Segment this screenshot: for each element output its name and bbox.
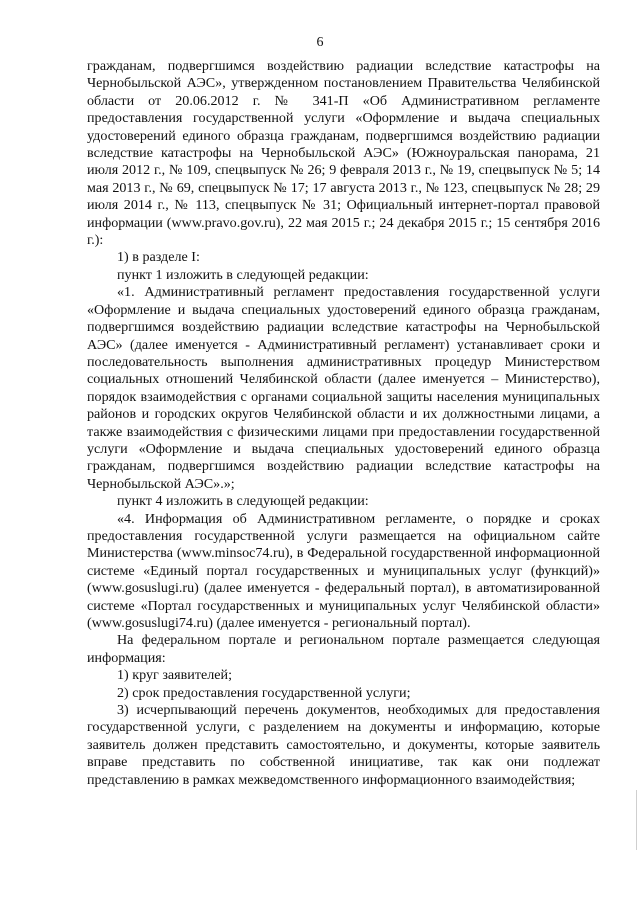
page-number: 6 [316, 35, 324, 50]
paragraph-point-4-intro: пункт 4 изложить в следующей редакции: [117, 493, 369, 510]
paragraph-continuation: гражданам, подвергшимся воздействию радиации вследствие катастрофы на Чернобыльской АЭС», утвержденном постановлением Правительства Челябинской области от 20.06.2012 г. № 341-П «Об Административном регламенте предоставления государственной услуги «Оформление и выдача специальных удостоверений единого образца гражданам, подвергшимся воздействию радиации вследствие катастрофы на Чернобыльской АЭС» (Южноуральская панорама, 21 июля 2012 г., № 109, спецвыпуск № 26; 9 февраля 2013 г., № 19, спецвыпуск № 5; 14 мая 2013 г., № 69, спецвыпуск № 17; 17 августа 2013 г., № 123, спецвыпуск № 28; 29 июля 2014 г., № 113, спецвыпуск № 31; Официальный интернет-портал правовой информации (www.pravo.gov.ru), 22 мая 2015 г.; 24 декабря 2015 г.; 15 сентября 2016 г.): [87, 58, 600, 249]
paragraph-point-1-text: «1. Административный регламент предоставления государственной услуги «Оформление и выдача специальных удостоверений единого образца гражданам, подвергшимся воздействию радиации вследствие катастрофы на Чернобыльской АЭС» (далее именуется - Административный регламент) устанавливает сроки и последовательность выполнения административных процедур Министерством социальных отношений Челябинской области (далее именуется – Министерство), порядок взаимодействия с органами социальной защиты населения муниципальных районов и городских округов Челябинской области и их должностными лицами, а также взаимодействия с физическими лицами при предоставлении государственной услуги «Оформление и выдача специальных удостоверений единого образца гражданам, подвергшимся воздействию радиации вследствие катастрофы на Чернобыльской АЭС».»; [87, 284, 600, 492]
list-item-service-term: 2) срок предоставления государственной услуги; [117, 684, 411, 701]
paragraph-point-1-intro: пункт 1 изложить в следующей редакции: [117, 266, 369, 283]
list-item-documents: 3) исчерпывающий перечень документов, необходимых для предоставления государственной услуги, с разделением на документы и информацию, которые заявитель должен представить самостоятельно, и документы, которые заявитель вправе представить по собственной инициативе, так как они подлежат представлению в рамках межведомственного информационного взаимодействия; [87, 702, 600, 788]
paragraph-point-4-text: «4. Информация об Административном регламенте, о порядке и сроках предоставления государственной услуги размещается на официальном сайте Министерства (www.minsoc74.ru), в Федеральной государственной информационной системе «Единый портал государственных и муниципальных услуг (функций)» (www.gosuslugi.ru) (далее именуется - федеральный портал), в автоматизированной системе «Портал государственных и муниципальных услуг Челябинской области» (www.gosuslugi74.ru) (далее именуется - региональный портал). [87, 510, 600, 631]
scan-edge-mark [636, 790, 637, 850]
document-body [87, 58, 600, 789]
list-item-applicants: 1) круг заявителей; [117, 667, 232, 684]
paragraph-section-1: 1) в разделе I: [117, 249, 200, 266]
paragraph-portal-info: На федеральном портале и региональном портале размещается следующая информация: [87, 632, 600, 666]
